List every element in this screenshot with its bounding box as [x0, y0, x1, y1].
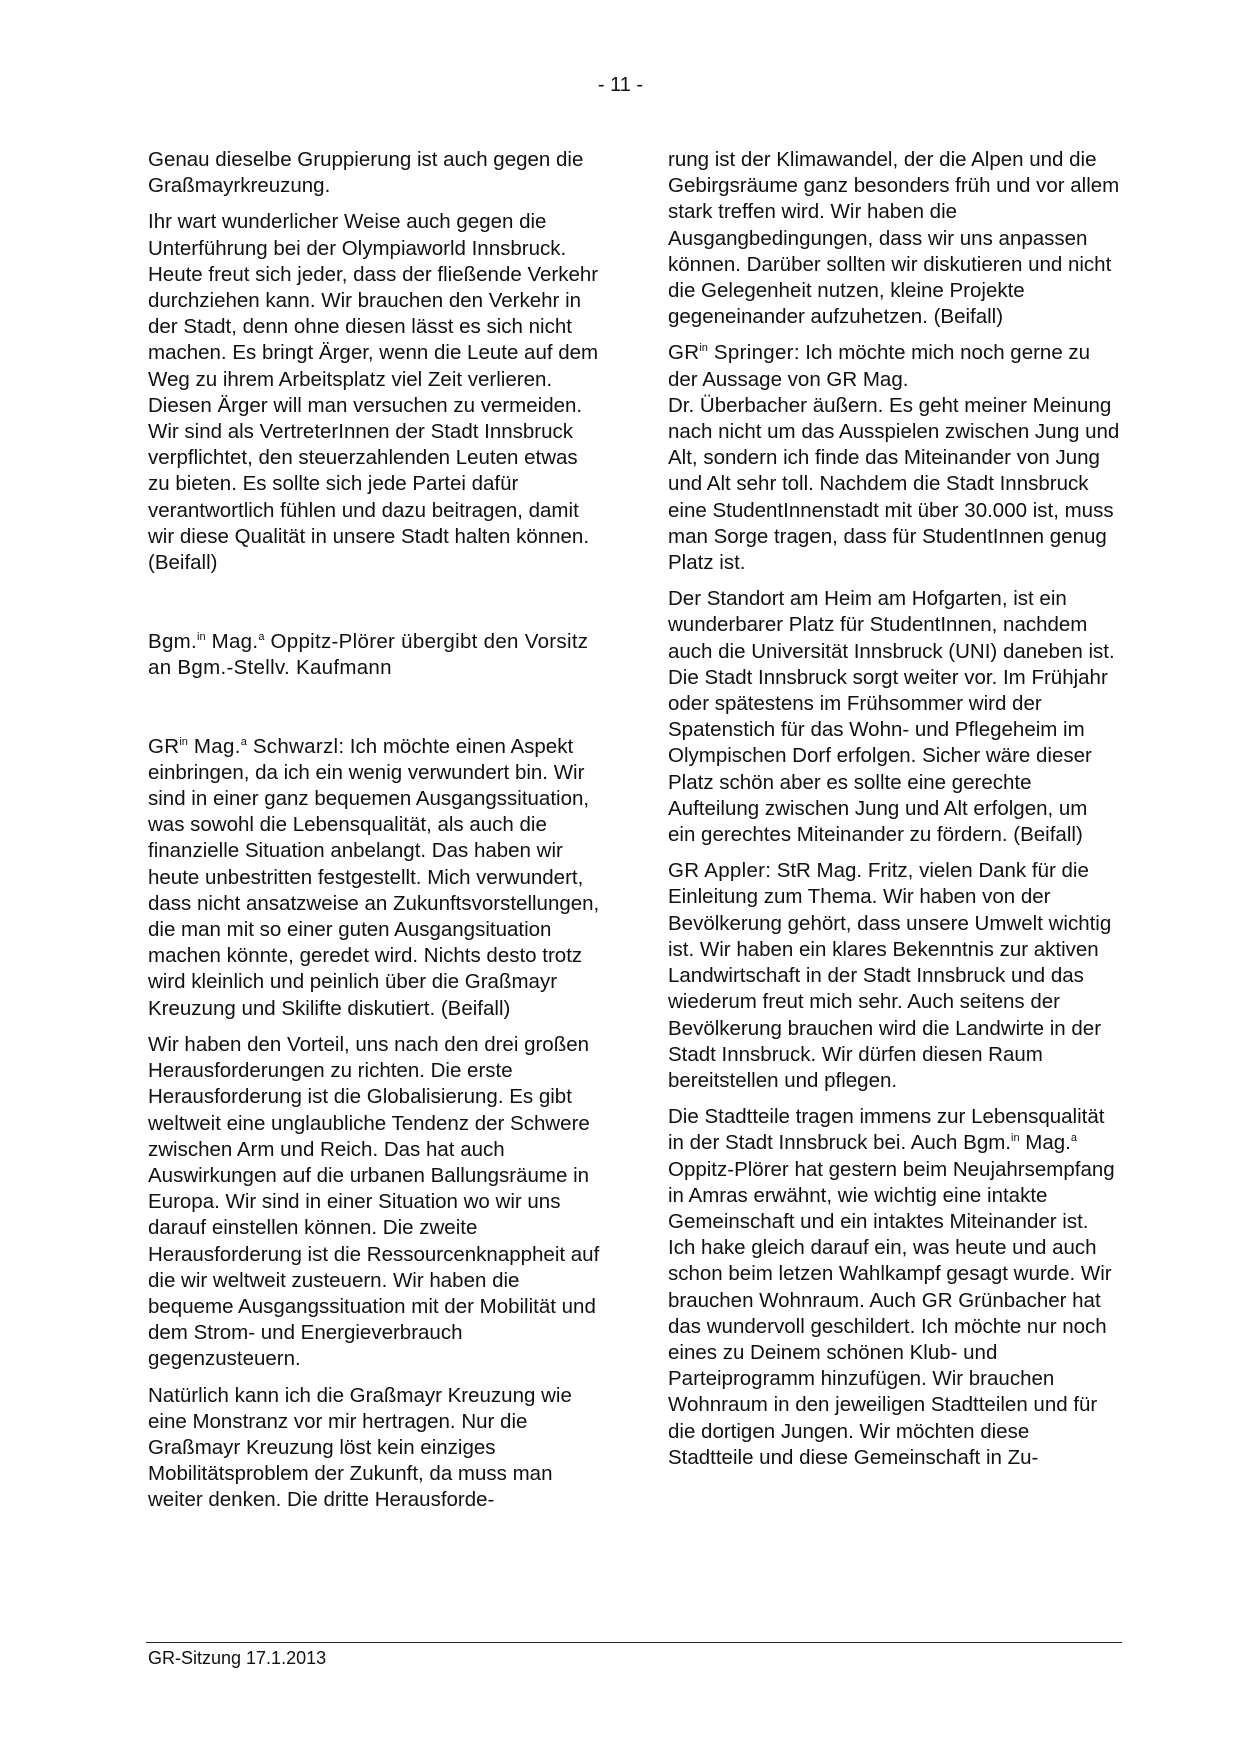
page-number: - 11 -	[597, 74, 644, 96]
footer-divider	[146, 1642, 1122, 1643]
speech-appler: GR Appler: StR Mag. Fritz, vielen Dank für die Einleitung zum Thema. Wir haben von der Bevölkerung gehört, dass unsere Umwelt wichtig ist. Wir haben ein klares Bekenntnis zur aktiven Landwirtschaft in der Stadt Innsbruck und das wiederum freut mich sehr. Auch seitens der Bevölkerung brauchen wird die Landwirte in der Stadt Innsbruck. Wir dürfen diesen Raum bereitstellen und pflegen.	[668, 859, 1112, 1092]
speech-schwarzl: $GR^{in}$ Mag.$^a$ Schwarzl: Ich möchte einen Aspekt einbringen, da ich ein wenig verwundert bin. Wir sind in einer ganz bequemen Ausgangssituation, was sowohl die Lebensqualität, als auch die finanzielle Situation anbelangt. Das haben wir heute unbestritten festgestellt. Mich verwundert, dass nicht ansatzweise an Zukunftsvorstellungen, die man mit so einer guten Ausgangsituation machen könnte, geredet wird. Nichts desto trotz wird kleinlich und peinlich über die Graßmayr Kreuzung und Skilifte diskutiert. (Beifall)	[148, 734, 600, 1020]
speaker-name: Appler	[699, 859, 766, 883]
chair-handover-note: Bgm.$^{in}$ Mag.$^a$ Oppitz-Plörer übergibt den Vorsitz an Bgm.-Stellv. Kaufmann	[148, 630, 589, 680]
right-column	[668, 147, 1120, 1481]
paragraph: Die Stadtteile tragen immens zur Lebensqualität in der Stadt Innsbruck bei. Auch Bgm.$^{in}$ Mag.$^a$ Oppitz-Plörer hat gestern beim Neujahrsempfang in Amras erwähnt, wie wichtig eine intakte Gemeinschaft und ein intaktes Miteinander ist. Ich hake gleich darauf ein, was heute und auch schon beim letzen Wahlkampf gesagt wurde. Wir brauchen Wohnraum. Auch GR Grünbacher hat das wundervoll geschildert. Ich möchte nur noch eines zu Deinem schönen Klub- und Parteiprogramm hinzufügen. Wir brauchen Wohnraum in den jeweiligen Stadtteilen und für die dortigen Jungen. Wir möchten diese Stadtteile und diese Gemeinschaft in Zu-	[668, 1105, 1115, 1469]
left-column	[148, 147, 600, 1524]
footer-text: GR-Sitzung 17.1.2013	[148, 1648, 327, 1668]
paragraph: Genau dieselbe Gruppierung ist auch gegen die Graßmayrkreuzung.	[148, 148, 584, 198]
paragraph: Ihr wart wunderlicher Weise auch gegen die Unterführung bei der Olympiaworld Innsbruck. Heute freut sich jeder, dass der fließende Verkehr durchziehen kann. Wir brauchen den Verkehr in der Stadt, denn ohne diesen lässt es sich nicht machen. Es bringt Ärger, wenn die Leute auf dem Weg zu ihrem Arbeitsplatz viel Zeit verlieren. Diesen Ärger will man versuchen zu vermeiden. Wir sind als VertreterInnen der Stadt Innsbruck verpflichtet, den steuerzahlenden Leuten etwas zu bieten. Es sollte sich jede Partei dafür verantwortlich fühlen und dazu beitragen, damit wir diese Qualität in unsere Stadt halten können. (Beifall)	[148, 210, 599, 575]
title-mag: Mag.	[205, 630, 259, 654]
speech-springer: $GR^{in}$ Springer: Ich möchte mich noch gerne zu der Aussage von GR Mag. Dr. Überbacher äußern. Es geht meiner Meinung nach nicht um das Ausspielen zwischen Jung und Alt, sondern ich finde das Miteinander von Jung und Alt sehr toll. Nachdem die Stadt Innsbruck eine StudentInnenstadt mit über 30.000 ist, muss man Sorge tragen, dass für StudentInnen genug Platz ist.	[668, 341, 1120, 575]
speaker-name: Springer	[707, 341, 794, 365]
paragraph: Wir haben den Vorteil, uns nach den drei großen Herausforderungen zu richten. Die erste Herausforderung ist die Globalisierung. Es gibt weltweit eine unglaubliche Tendenz der Schwere zwischen Arm und Reich. Das hat auch Auswirkungen auf die urbanen Ballungsräume in Europa. Wir sind in einer Situation wo wir uns darauf einstellen können. Die zweite Herausforderung ist die Ressourcenknappheit auf die wir weltweit zusteuern. Wir haben die bequeme Ausgangssituation mit der Mobilität und dem Strom- und Energieverbrauch gegenzusteuern.	[148, 1032, 600, 1371]
speaker-name: Schwarzl	[246, 734, 339, 758]
paragraph: rung ist der Klimawandel, der die Alpen und die Gebirgsräume ganz besonders früh und vor allem stark treffen wird. Wir haben die Ausgangbedingungen, dass wir uns anpassen können. Darüber sollten wir diskutieren und nicht die Gelegenheit nutzen, kleine Projekte gegeneinander aufzuhetzen. (Beifall)	[668, 148, 1120, 329]
paragraph: Natürlich kann ich die Graßmayr Kreuzung wie eine Monstranz vor mir hertragen. Nur die Graßmayr Kreuzung löst kein einziges Mobilitätsproblem der Zukunft, da muss man weiter denken. Die dritte Herausforde-	[148, 1383, 572, 1512]
paragraph: Der Standort am Heim am Hofgarten, ist ein wunderbarer Platz für StudentInnen, nachdem auch die Universität Innsbruck (UNI) daneben ist. Die Stadt Innsbruck sorgt weiter vor. Im Frühjahr oder spätestens im Frühsommer wird der Spatenstich für das Wohn- und Pflegeheim im Olympischen Dorf erfolgen. Sicher wäre dieser Platz schön aber es sollte eine gerechte Aufteilung zwischen Jung und Alt erfolgen, um ein gerechtes Miteinander zu fördern. (Beifall)	[668, 587, 1115, 847]
title-bgm: Bgm.	[148, 630, 198, 654]
